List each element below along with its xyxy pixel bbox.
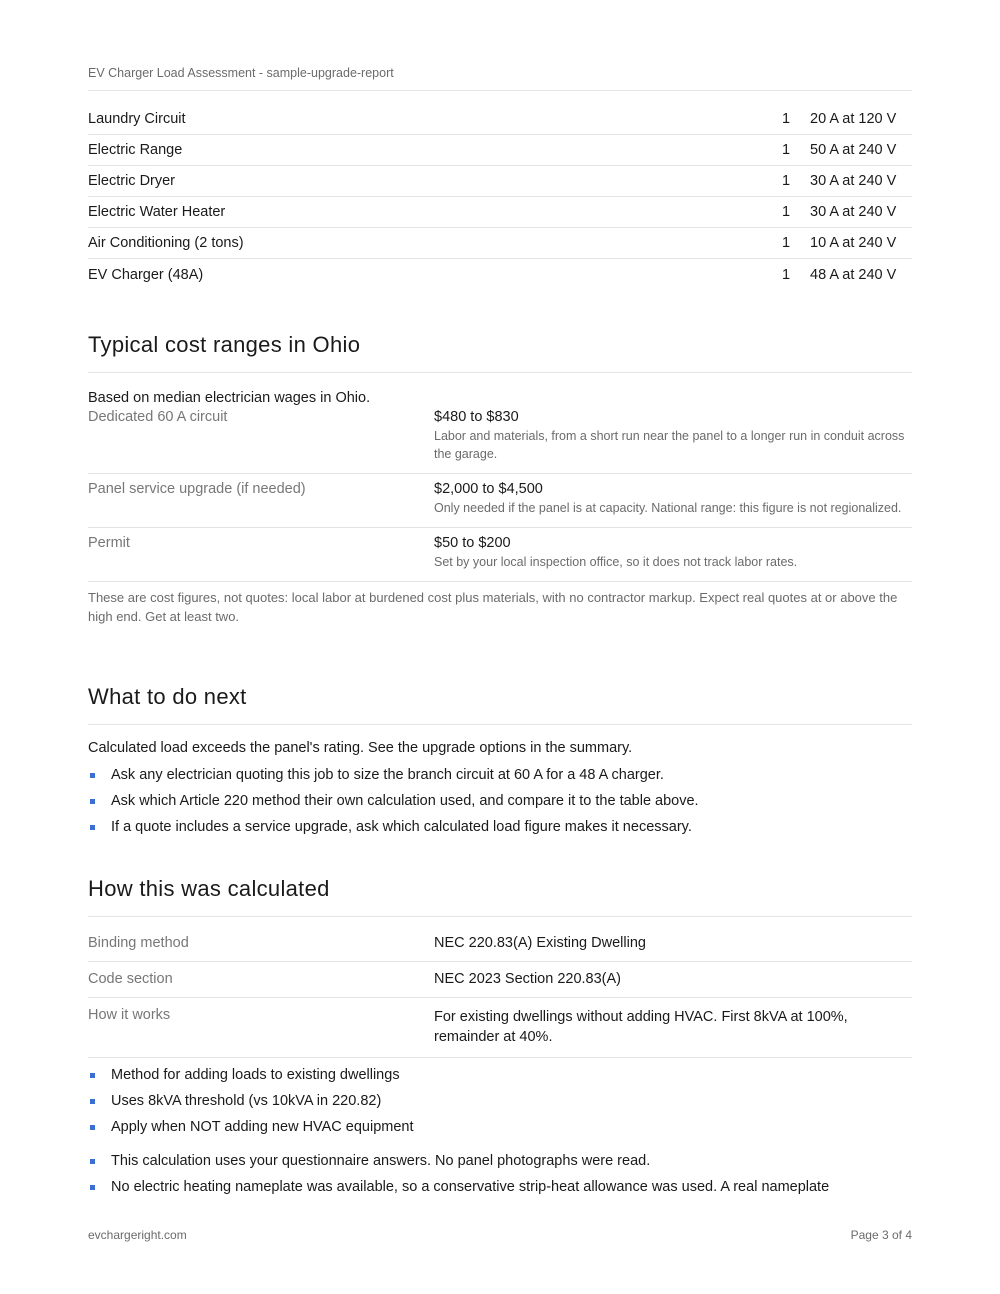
table-row: [88, 259, 912, 290]
section-heading: What to do next: [88, 684, 912, 725]
assumptions-list: [88, 1148, 912, 1200]
page-number: Page 3 of 4: [850, 1228, 912, 1242]
cost-row: [88, 528, 912, 582]
load-rating: 20 A at 120 V: [810, 111, 897, 127]
list-item: No electric heating nameplate was available, so a conservative strip-heat allowance was used. A real nameplate: [88, 1174, 912, 1200]
calc-row: [88, 962, 912, 998]
cost-range: $480 to $830: [434, 409, 519, 425]
calc-value: NEC 220.83(A) Existing Dwelling: [434, 935, 646, 951]
load-quantity: 1: [782, 235, 791, 251]
next-intro: Calculated load exceeds the panel's rating. See the upgrade options in the summary.: [88, 740, 633, 756]
cost-footnote: These are cost figures, not quotes: local labor at burdened cost plus materials, with no contractor markup. Expect real quotes at or above the high end. Get at least two.: [88, 590, 898, 624]
list-item: Ask any electrician quoting this job to size the branch circuit at 60 A for a 48 A charger.: [88, 762, 912, 788]
list-item: Apply when NOT adding new HVAC equipment: [88, 1114, 912, 1140]
load-table: [88, 104, 912, 290]
next-steps-list: [88, 762, 912, 840]
calc-row: [88, 926, 912, 962]
load-name: Electric Range: [88, 142, 183, 158]
cost-label: Panel service upgrade (if needed): [88, 481, 306, 497]
bullet-icon: [90, 773, 95, 778]
cost-note: Set by your local inspection office, so it does not track labor rates.: [434, 555, 798, 569]
cost-range: $2,000 to $4,500: [434, 481, 543, 497]
load-rating: 50 A at 240 V: [810, 142, 897, 158]
bullet-icon: [90, 1185, 95, 1190]
cost-row: [88, 474, 912, 528]
load-rating: 30 A at 240 V: [810, 173, 897, 189]
next-steps-section: [88, 684, 912, 840]
bullet-icon: [90, 799, 95, 804]
footer-site: evchargeright.com: [88, 1228, 187, 1242]
load-rating: 30 A at 240 V: [810, 204, 897, 220]
bullet-icon: [90, 1099, 95, 1104]
load-name: Laundry Circuit: [88, 111, 186, 127]
bullet-icon: [90, 825, 95, 830]
calc-value: For existing dwellings without adding HVAC. First 8kVA at 100%, remainder at 40%.: [434, 1009, 848, 1045]
table-row: [88, 228, 912, 259]
bullet-icon: [90, 1073, 95, 1078]
bullet-icon: [90, 1125, 95, 1130]
list-item: Method for adding loads to existing dwellings: [88, 1062, 912, 1088]
load-name: Air Conditioning (2 tons): [88, 235, 244, 251]
load-name: Electric Water Heater: [88, 204, 226, 220]
calc-value: NEC 2023 Section 220.83(A): [434, 971, 621, 987]
cost-row: [88, 406, 912, 474]
table-row: [88, 197, 912, 228]
section-heading: Typical cost ranges in Ohio: [88, 332, 912, 373]
calc-row: [88, 998, 912, 1058]
load-name: Electric Dryer: [88, 173, 176, 189]
cost-range: $50 to $200: [434, 535, 511, 551]
load-quantity: 1: [782, 111, 791, 127]
calculation-section: [88, 876, 912, 1200]
calc-label: Binding method: [88, 935, 189, 951]
load-quantity: 1: [782, 266, 791, 283]
list-item: This calculation uses your questionnaire answers. No panel photographs were read.: [88, 1148, 912, 1174]
load-quantity: 1: [782, 142, 791, 158]
cost-note: Labor and materials, from a short run near the panel to a longer run in conduit across the garage.: [434, 429, 905, 461]
cost-label: Permit: [88, 535, 130, 551]
calc-label: How it works: [88, 1007, 171, 1023]
page-header: EV Charger Load Assessment - sample-upgrade-report: [88, 66, 912, 91]
load-quantity: 1: [782, 204, 791, 220]
calc-label: Code section: [88, 971, 173, 987]
section-heading: How this was calculated: [88, 876, 912, 917]
cost-section: [88, 332, 912, 626]
cost-label: Dedicated 60 A circuit: [88, 409, 228, 425]
cost-intro: Based on median electrician wages in Ohio.: [88, 390, 371, 406]
list-item: Ask which Article 220 method their own calculation used, and compare it to the table above.: [88, 788, 912, 814]
load-name: EV Charger (48A): [88, 266, 204, 283]
load-rating: 48 A at 240 V: [810, 266, 897, 283]
list-item: Uses 8kVA threshold (vs 10kVA in 220.82): [88, 1088, 912, 1114]
method-notes-list: [88, 1062, 912, 1140]
bullet-icon: [90, 1159, 95, 1164]
list-item: If a quote includes a service upgrade, ask which calculated load figure makes it necessary.: [88, 814, 912, 840]
cost-note: Only needed if the panel is at capacity. National range: this figure is not regionalized.: [434, 501, 902, 515]
table-row: [88, 166, 912, 197]
table-row: [88, 104, 912, 135]
table-row: [88, 135, 912, 166]
load-rating: 10 A at 240 V: [810, 235, 897, 251]
load-quantity: 1: [782, 173, 791, 189]
